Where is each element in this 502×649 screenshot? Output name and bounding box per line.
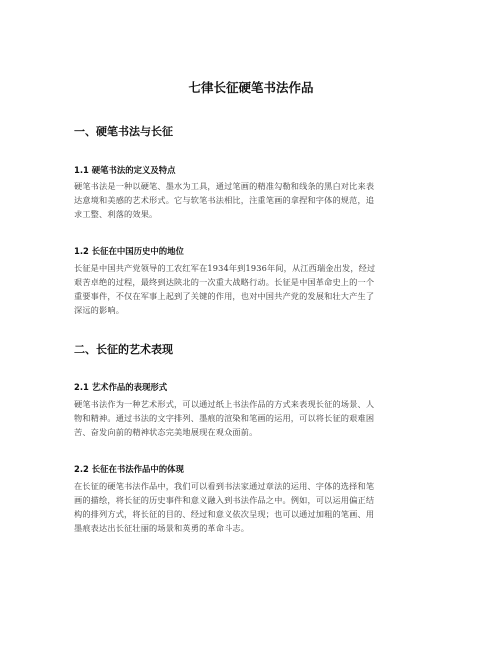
- paragraph-line: 构的排列方式，将长征的目的、经过和意义依次呈现；也可以通过加粗的笔画、用: [74, 509, 375, 519]
- paragraph-1-1: [74, 179, 434, 221]
- paragraph-line: 墨痕表达出长征壮丽的场景和英勇的革命斗志。: [74, 523, 250, 533]
- paragraph-line: 达意境和美感的艺术形式。它与软笔书法相比，注重笔画的拿捏和字体的规范，追: [74, 195, 375, 205]
- paragraph-line: 物和精神。通过书法的文字排列、墨痕的渲染和笔画的运用，可以将长征的艰难困: [74, 413, 375, 423]
- paragraph-line: 重要事件，不仅在军事上起到了关键的作用，也对中国共产党的发展和壮大产生了: [74, 291, 375, 301]
- paragraph-line: 深远的影响。: [74, 305, 125, 315]
- paragraph-line: 艰苦卓绝的过程，最终到达陕北的一次重大战略行动。长征是中国革命史上的一个: [74, 277, 375, 287]
- subsection-heading-1-1: 1.1 硬笔书法的定义及特点: [74, 165, 176, 175]
- subsection-heading-2-2: 2.2 长征在书法作品中的体现: [74, 464, 184, 474]
- paragraph-2-1: [74, 397, 434, 439]
- paragraph-line: 硬笔书法是一种以硬笔、墨水为工具，通过笔画的精准勾勒和线条的黑白对比来表: [74, 181, 375, 191]
- section-heading-1: 一、硬笔书法与长征: [74, 125, 173, 138]
- paragraph-1-2: [74, 261, 434, 317]
- document-title: 七律长征硬笔书法作品: [188, 80, 314, 95]
- paragraph-line: 画的描绘，将长征的历史事件和意义融入到书法作品之中。例如，可以运用偏正结: [74, 495, 375, 505]
- paragraph-line: 硬笔书法作为一种艺术形式，可以通过纸上书法作品的方式来表现长征的场景、人: [74, 399, 375, 409]
- paragraph-2-2: [74, 479, 434, 535]
- subsection-heading-1-2: 1.2 长征在中国历史中的地位: [74, 246, 184, 256]
- subsection-heading-2-1: 2.1 艺术作品的表现形式: [74, 382, 168, 392]
- paragraph-line: 求工整、利落的效果。: [74, 209, 158, 219]
- section-heading-2: 二、长征的艺术表现: [74, 343, 173, 356]
- paragraph-line: 在长征的硬笔书法作品中，我们可以看到书法家通过章法的运用、字体的选择和笔: [74, 481, 375, 491]
- paragraph-line: 长征是中国共产党领导的工农红军在1934年到1936年间，从江西瑞金出发，经过: [74, 263, 376, 273]
- paragraph-line: 苦、奋发向前的精神状态完美地展现在观众面前。: [74, 427, 258, 437]
